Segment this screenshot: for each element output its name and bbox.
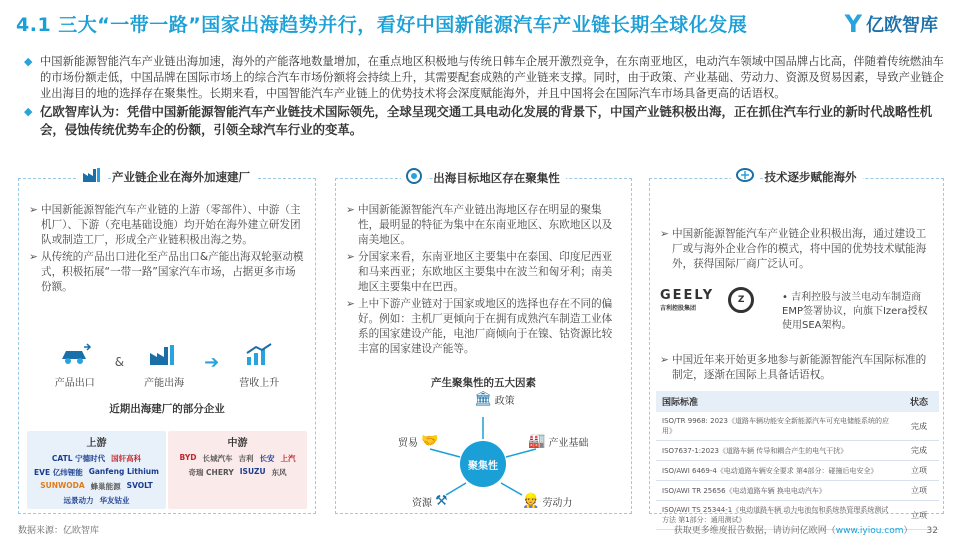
list-item: ➢ 中国近年来开始更多地参与新能源智能汽车国际标准的制定，逐渐在国际上具备话语权。 bbox=[660, 354, 927, 381]
midstream-label: 中游 bbox=[227, 438, 248, 449]
status-badge: 立项 bbox=[899, 501, 939, 530]
panel-title: 产业链企业在海外加速建厂 bbox=[112, 169, 256, 185]
arrow-icon: ➢ bbox=[346, 298, 355, 310]
brand-logo: Ganfeng Lithium bbox=[88, 467, 159, 476]
table-row: ISO/AWI TS 25344-1《电动道路车辆 动力电池包和系统热管理系统测试方法 第1部分：通用测试》 立项 bbox=[656, 501, 939, 530]
arrow-icon: ➢ bbox=[29, 204, 38, 216]
brand-logo: SVOLT bbox=[126, 481, 153, 490]
pickaxe-icon: ⚒ bbox=[435, 493, 448, 509]
list-item: ➢ 中国新能源智能汽车产业链的上游（零部件）、中游（主机厂）、下游（充电基础设施）均开始在海外建立研发团队或制造工厂，形成全产业链积极出海之势。 bbox=[29, 204, 301, 246]
summary-bullets bbox=[24, 54, 944, 140]
icon-label: 产品出口 bbox=[54, 378, 95, 389]
brand-logo: SUNWODA bbox=[40, 481, 85, 490]
panel-overseas-factories bbox=[18, 169, 316, 514]
logo-mark-icon: Y bbox=[844, 10, 862, 38]
list-item: ➢ 上中下游产业链对于国家或地区的选择也存在不同的偏好。例如：主机厂更倾向于在拥有成熟汽车制造工业体系的国家建设产能，电池厂商倾向于在镍、钴资源比较丰富的国家建设产能等。 bbox=[346, 298, 613, 355]
brand-logo: 华友钴业 bbox=[99, 496, 130, 505]
factor-policy: 🏛 政策 bbox=[474, 391, 515, 407]
brain-icon bbox=[731, 167, 759, 186]
website-link[interactable]: www.iyiou.com bbox=[835, 526, 904, 536]
brand-logo: 长城汽车 bbox=[202, 454, 233, 463]
brand-logo: BYD bbox=[179, 453, 197, 462]
brand-logo: 奇瑞 CHERY bbox=[188, 468, 234, 477]
page-number: 32 bbox=[926, 526, 938, 536]
status-badge: 立项 bbox=[899, 481, 939, 501]
list-item: ➢ 中国新能源智能汽车产业链出海地区存在明显的聚集性，最明显的特征为集中在东南亚地区、东欧地区以及南美地区。 bbox=[346, 204, 613, 246]
bullet-dot-icon: • bbox=[782, 292, 788, 303]
standards-table bbox=[656, 391, 939, 530]
geely-logo: GEELY 吉利控股集团 bbox=[660, 288, 715, 312]
sub-title: 近期出海建厂的部分企业 bbox=[109, 403, 225, 415]
status-badge: 完成 bbox=[899, 412, 939, 441]
table-header: 国际标准 bbox=[656, 391, 899, 412]
factory-capacity-icon bbox=[148, 343, 180, 370]
brand-logo: 远景动力 bbox=[63, 496, 94, 505]
list-item: ➢ 中国新能源智能汽车产业链企业积极出海，通过建设工厂或与海外企业合作的模式，将中国的优势技术赋能海外，获得国际厂商广泛认可。 bbox=[660, 228, 927, 270]
brand-logo: EVE 亿纬锂能 bbox=[34, 468, 83, 477]
handshake-icon: 🤝 bbox=[421, 433, 439, 449]
table-row: ISO/TR 9968: 2023《道路车辆功能安全新能源汽车可充电储能系统的应用》 完成 bbox=[656, 412, 939, 441]
panel-list bbox=[660, 353, 933, 385]
panel-target-regions bbox=[335, 170, 632, 514]
bank-icon: 🏛 bbox=[474, 391, 492, 407]
brand-logo: 吉利 bbox=[238, 454, 254, 463]
diagram-title: 产生聚集性的五大因素 bbox=[431, 377, 536, 389]
brand-logo: 长安 bbox=[259, 454, 275, 463]
revenue-up-icon bbox=[244, 343, 274, 370]
oem-description: • 吉利控股与波兰电动车制造商EMP签署协议，向旗下Izera授权使用SEA架构。 bbox=[782, 292, 928, 331]
factory-icon bbox=[78, 167, 106, 186]
data-source: 数据来源：亿欧智库 bbox=[18, 526, 100, 536]
company-logos bbox=[27, 431, 307, 509]
brand-logo bbox=[845, 10, 938, 38]
car-export-icon bbox=[58, 343, 92, 370]
panel-title: 出海目标地区存在聚集性 bbox=[433, 170, 566, 186]
brand-logo: ISUZU bbox=[239, 467, 266, 476]
globe-dollar-icon bbox=[401, 167, 427, 188]
icon-label: 营收上升 bbox=[239, 378, 280, 389]
factor-resources: 资源 ⚒ bbox=[412, 493, 448, 509]
five-factors-diagram bbox=[336, 375, 631, 511]
brand-logo: 国轩高科 bbox=[111, 454, 142, 463]
arrow-icon: ➢ bbox=[29, 251, 38, 263]
table-header: 状态 bbox=[899, 391, 939, 412]
panel-list bbox=[346, 203, 621, 359]
summary-bullet: ◆ 中国新能源智能汽车产业链出海加速，海外的产能落地数量增加，在重点地区积极地与传统日韩车企展开激烈竞争，在东南亚地区，电动汽车领域中国品牌占比高，伴随着传统燃油车的市场份额走低，中国品牌在国际市场上的综合汽车市场份额将会持续上升，其需要配套成熟的产业链来支撑。同时，由于政策、产业基础、劳动力、资源及贸易因素，导致产业链企业出海目的地的选择存在聚集性。长期来看，中国智能汽车产业链上的优势技术将会深度赋能海外，并且中国将会在国际汽车市场具备更高的话语权。 bbox=[24, 55, 944, 100]
oem-logos bbox=[660, 287, 754, 313]
upstream-column bbox=[27, 431, 166, 509]
table-row: ISO7637-1:2023《道路车辆 传导和耦合产生的电气干扰》 完成 bbox=[656, 441, 939, 461]
arrow-icon: ➢ bbox=[660, 228, 669, 240]
panel-list bbox=[29, 203, 305, 297]
export-mode-icons bbox=[19, 343, 315, 389]
status-badge: 立项 bbox=[899, 461, 939, 481]
summary-bullet: ◆ 亿欧智库认为：凭借中国新能源智能汽车产业链技术国际领先，全球呈现交通工具电动化发展的背景下，中国产业链积极出海，正在抓住汽车行业的新时代战略性机会，侵蚀传统优势车企的份额，引领全球汽车行业的变革。 bbox=[24, 104, 933, 137]
brand-logo: 东风 bbox=[271, 468, 287, 477]
panel-title: 技术逐步赋能海外 bbox=[765, 169, 863, 185]
list-item: ➢ 分国家来看，东南亚地区主要集中在泰国、印度尼西亚和马来西亚；东欧地区主要集中在波兰和匈牙利；南美地区主要集中在巴西。 bbox=[346, 251, 613, 293]
arrow-icon: ➢ bbox=[660, 354, 669, 366]
list-item: ➢ 从传统的产品出口进化至产品出口&产能出海双轮驱动模式，积极拓展“一带一路”国家汽车市场，占据更多市场份额。 bbox=[29, 251, 304, 293]
upstream-label: 上游 bbox=[86, 438, 107, 449]
zeekr-logo: Z bbox=[728, 287, 754, 313]
page-title: 4.1 三大“一带一路”国家出海趋势并行，看好中国新能源汽车产业链长期全球化发展 bbox=[16, 14, 748, 36]
factory-icon: 🏭 bbox=[528, 433, 546, 449]
footer-note: 获取更多维度报告数据，请访问亿欧网（www.iyiou.com） 32 bbox=[673, 526, 938, 536]
arrow-right-icon: ➔ bbox=[204, 352, 220, 373]
table-row: ISO/AWI 6469-4《电动道路车辆安全要求 第4部分：碰撞后电安全》 立项 bbox=[656, 461, 939, 481]
brand-logo: 蜂巢能源 bbox=[90, 482, 121, 491]
worker-icon: 👷 bbox=[522, 493, 540, 509]
midstream-column bbox=[168, 431, 307, 509]
diamond-icon: ◆ bbox=[24, 105, 33, 118]
table-row: ISO/AWI TR 25656《电动道路车辆 换电电动汽车》 立项 bbox=[656, 481, 939, 501]
cluster-node: 聚集性 bbox=[460, 441, 506, 487]
brand-logo: CATL 宁德时代 bbox=[51, 454, 106, 463]
ampersand: & bbox=[114, 355, 125, 369]
factor-labor: 👷 劳动力 bbox=[522, 493, 573, 509]
arrow-icon: ➢ bbox=[346, 204, 355, 216]
factor-industry: 🏭 产业基础 bbox=[528, 433, 589, 449]
arrow-icon: ➢ bbox=[346, 251, 355, 263]
brand-logo: 上汽 bbox=[280, 454, 296, 463]
logo-name: 亿欧智库 bbox=[866, 15, 938, 36]
factor-trade: 贸易 🤝 bbox=[398, 433, 439, 449]
panel-tech-empowerment bbox=[649, 169, 944, 524]
status-badge: 完成 bbox=[899, 441, 939, 461]
icon-label: 产能出海 bbox=[144, 378, 185, 389]
diamond-icon: ◆ bbox=[24, 55, 33, 68]
panel-list bbox=[660, 227, 933, 274]
